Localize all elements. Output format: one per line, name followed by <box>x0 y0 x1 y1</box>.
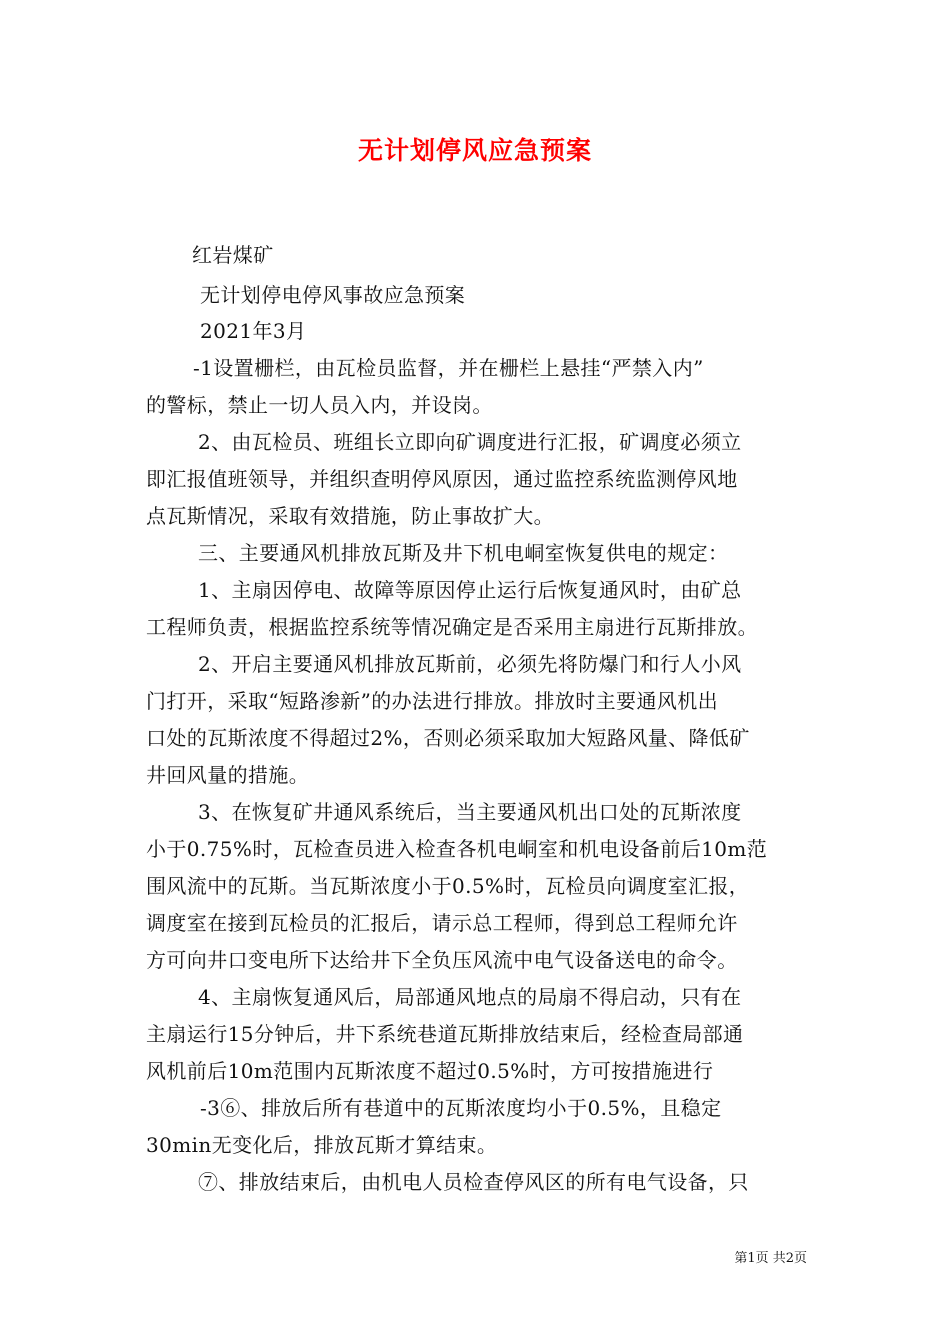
body-line: 调度室在接到瓦检员的汇报后，请示总工程师，得到总工程师允许 <box>146 911 738 935</box>
body-line: 风机前后10m范围内瓦斯浓度不超过0.5%时，方可按措施进行 <box>146 1059 714 1083</box>
header-line-plan-name: 无计划停电停风事故应急预案 <box>200 283 466 307</box>
body-line: 小于0.75%时，瓦检查员进入检查各机电峒室和机电设备前后10m范 <box>146 837 768 861</box>
body-line: 3、在恢复矿井通风系统后，当主要通风机出口处的瓦斯浓度 <box>198 800 742 824</box>
body-line: ⑦、排放结束后，由机电人员检查停风区的所有电气设备，只 <box>198 1170 749 1194</box>
body-line: 的警标，禁止一切人员入内，并设岗。 <box>146 393 493 417</box>
body-line: 围风流中的瓦斯。当瓦斯浓度小于0.5%时，瓦检员向调度室汇报， <box>146 874 750 898</box>
body-line: -3⑥、排放后所有巷道中的瓦斯浓度均小于0.5%，且稳定 <box>200 1096 722 1120</box>
body-line: 主扇运行15分钟后，井下系统巷道瓦斯排放结束后，经检查局部通 <box>146 1022 744 1046</box>
body-line: 1、主扇因停电、故障等原因停止运行后恢复通风时，由矿总 <box>198 578 742 602</box>
body-line: -1设置栅栏，由瓦检员监督，并在栅栏上悬挂“严禁入内” <box>193 356 704 380</box>
page-number-footer: 第1页 共2页 <box>734 1251 807 1266</box>
body-line: 点瓦斯情况，采取有效措施，防止事故扩大。 <box>146 504 554 528</box>
header-line-date: 2021年3月 <box>200 319 307 343</box>
body-line: 2、由瓦检员、班组长立即向矿调度进行汇报，矿调度必须立 <box>198 430 742 454</box>
body-line: 门打开，采取“短路渗新”的办法进行排放。排放时主要通风机出 <box>146 689 719 713</box>
body-line: 2、开启主要通风机排放瓦斯前，必须先将防爆门和行人小风 <box>198 652 742 676</box>
body-line: 30min无变化后，排放瓦斯才算结束。 <box>146 1133 498 1157</box>
body-line: 方可向井口变电所下达给井下全负压风流中电气设备送电的命令。 <box>146 948 738 972</box>
header-line-company: 红岩煤矿 <box>192 243 274 267</box>
body-line: 4、主扇恢复通风后，局部通风地点的局扇不得启动，只有在 <box>198 985 742 1009</box>
body-line: 三、主要通风机排放瓦斯及井下机电峒室恢复供电的规定： <box>198 541 729 565</box>
document-title: 无计划停风应急预案 <box>357 136 592 165</box>
body-line: 井回风量的措施。 <box>146 763 310 787</box>
body-line: 口处的瓦斯浓度不得超过2%，否则必须采取加大短路风量、降低矿 <box>146 726 750 750</box>
body-line: 工程师负责，根据监控系统等情况确定是否采用主扇进行瓦斯排放。 <box>146 615 758 639</box>
body-line: 即汇报值班领导，并组织查明停风原因，通过监控系统监测停风地 <box>146 467 738 491</box>
